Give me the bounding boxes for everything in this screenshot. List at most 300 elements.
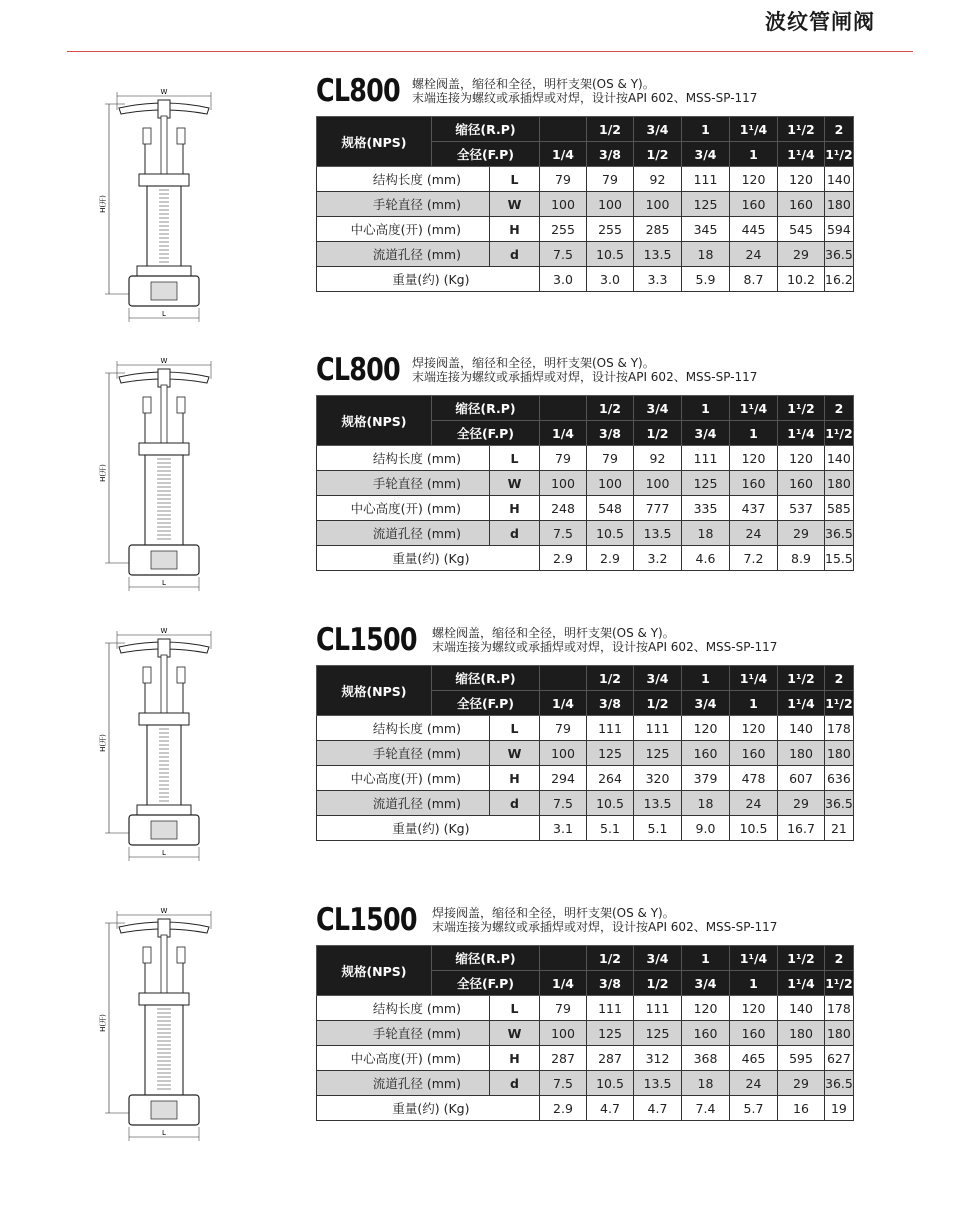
fp-size-cell: 1/4 xyxy=(540,971,587,996)
row-label: 手轮直径 (mm) xyxy=(317,471,490,496)
table-cell: 160 xyxy=(730,192,778,217)
table-cell: 345 xyxy=(682,217,730,242)
rp-size-cell: 3/4 xyxy=(634,396,682,421)
spec-table xyxy=(316,395,854,571)
table-cell: 92 xyxy=(634,167,682,192)
table-row xyxy=(317,766,854,791)
table-cell: 13.5 xyxy=(634,1071,682,1096)
table-cell: 478 xyxy=(730,766,778,791)
table-cell: 100 xyxy=(634,192,682,217)
dimension-l-label: L xyxy=(162,579,166,587)
table-cell: 100 xyxy=(587,192,634,217)
row-symbol: d xyxy=(490,242,540,267)
rp-label: 缩径(R.P) xyxy=(432,666,540,691)
fp-size-cell: 3/8 xyxy=(587,691,634,716)
table-cell: 255 xyxy=(540,217,587,242)
table-cell: 160 xyxy=(778,471,825,496)
dimension-h-label: H(开) xyxy=(99,464,107,482)
fp-size-cell: 1¹/4 xyxy=(778,691,825,716)
table-cell: 111 xyxy=(682,167,730,192)
table-cell: 180 xyxy=(825,471,854,496)
row-symbol: L xyxy=(490,446,540,471)
table-cell: 607 xyxy=(778,766,825,791)
model-title: CL1500 xyxy=(316,902,417,938)
table-cell: 16 xyxy=(778,1096,825,1121)
row-symbol: L xyxy=(490,716,540,741)
table-cell: 120 xyxy=(682,996,730,1021)
model-title: CL1500 xyxy=(316,622,417,658)
table-cell: 125 xyxy=(682,471,730,496)
size-header-rp xyxy=(317,396,854,421)
table-cell: 335 xyxy=(682,496,730,521)
table-cell: 178 xyxy=(825,716,854,741)
table-cell: 636 xyxy=(825,766,854,791)
table-cell: 7.5 xyxy=(540,521,587,546)
table-cell: 140 xyxy=(778,716,825,741)
rp-size-cell: 1 xyxy=(682,946,730,971)
description-line-1: 螺栓阀盖，缩径和全径，明杆支架(OS & Y)。 xyxy=(432,626,675,640)
table-cell: 140 xyxy=(825,167,854,192)
table-cell: 7.4 xyxy=(682,1096,730,1121)
rp-size-cell: 1¹/2 xyxy=(778,666,825,691)
rp-size-cell: 1/2 xyxy=(587,946,634,971)
table-cell: 24 xyxy=(730,1071,778,1096)
fp-label: 全径(F.P) xyxy=(432,421,540,446)
rp-size-cell: 2 xyxy=(825,666,854,691)
dimension-h-label: H(开) xyxy=(99,195,107,213)
table-cell: 10.5 xyxy=(587,1071,634,1096)
description-line-1: 焊接阀盖，缩径和全径，明杆支架(OS & Y)。 xyxy=(412,356,655,370)
table-cell: 29 xyxy=(778,1071,825,1096)
table-cell: 264 xyxy=(587,766,634,791)
row-label: 流道孔径 (mm) xyxy=(317,791,490,816)
table-row xyxy=(317,242,854,267)
row-symbol: L xyxy=(490,167,540,192)
table-cell: 7.5 xyxy=(540,242,587,267)
table-cell: 8.9 xyxy=(778,546,825,571)
rp-size-cell: 2 xyxy=(825,946,854,971)
table-cell: 2.9 xyxy=(540,546,587,571)
table-cell: 120 xyxy=(730,716,778,741)
table-cell: 36.5 xyxy=(825,791,854,816)
fp-size-cell: 1/2 xyxy=(634,142,682,167)
table-cell: 79 xyxy=(540,167,587,192)
valve-drawing-box xyxy=(95,355,225,595)
table-cell: 10.5 xyxy=(587,242,634,267)
nps-header: 规格(NPS) xyxy=(317,396,432,446)
table-cell: 545 xyxy=(778,217,825,242)
table-cell: 4.7 xyxy=(634,1096,682,1121)
row-symbol: W xyxy=(490,192,540,217)
rp-size-cell: 1¹/4 xyxy=(730,117,778,142)
fp-size-cell: 1¹/2 xyxy=(825,142,854,167)
table-cell: 180 xyxy=(825,1021,854,1046)
fp-size-cell: 1/4 xyxy=(540,421,587,446)
valve-drawing xyxy=(95,86,225,326)
table-row xyxy=(317,716,854,741)
table-row xyxy=(317,471,854,496)
fp-label: 全径(F.P) xyxy=(432,971,540,996)
weight-label: 重量(约) (Kg) xyxy=(317,267,490,292)
table-cell: 287 xyxy=(587,1046,634,1071)
table-cell: 594 xyxy=(825,217,854,242)
table-cell: 178 xyxy=(825,996,854,1021)
fp-size-cell: 1¹/4 xyxy=(778,142,825,167)
table-row xyxy=(317,192,854,217)
table-cell: 537 xyxy=(778,496,825,521)
dimension-w-label: W xyxy=(160,357,168,365)
rp-size-cell: 2 xyxy=(825,117,854,142)
table-cell: 10.5 xyxy=(730,816,778,841)
table-cell: 92 xyxy=(634,446,682,471)
fp-size-cell: 1/2 xyxy=(634,691,682,716)
description-line-2: 末端连接为螺纹或承插焊或对焊，设计按API 602、MSS-SP-117 xyxy=(412,370,758,384)
row-label: 结构长度 (mm) xyxy=(317,167,490,192)
table-cell: 36.5 xyxy=(825,242,854,267)
rp-size-cell: 2 xyxy=(825,396,854,421)
rp-size-cell: 1 xyxy=(682,117,730,142)
table-cell: 120 xyxy=(778,167,825,192)
spec-table xyxy=(316,665,854,841)
row-label: 结构长度 (mm) xyxy=(317,996,490,1021)
table-row xyxy=(317,167,854,192)
row-symbol: H xyxy=(490,217,540,242)
table-cell: 160 xyxy=(682,1021,730,1046)
fp-size-cell: 1 xyxy=(730,971,778,996)
table-row xyxy=(317,1021,854,1046)
row-label: 结构长度 (mm) xyxy=(317,446,490,471)
table-cell: 24 xyxy=(730,521,778,546)
weight-row xyxy=(317,1096,854,1121)
table-cell: 29 xyxy=(778,242,825,267)
fp-size-cell: 1 xyxy=(730,142,778,167)
fp-size-cell: 3/4 xyxy=(682,971,730,996)
table-row xyxy=(317,217,854,242)
description-line-2: 末端连接为螺纹或承插焊或对焊，设计按API 602、MSS-SP-117 xyxy=(412,91,758,105)
table-cell: 18 xyxy=(682,521,730,546)
table-cell: 3.3 xyxy=(634,267,682,292)
weight-spacer xyxy=(490,1096,540,1121)
table-cell: 111 xyxy=(634,716,682,741)
fp-size-cell: 1/4 xyxy=(540,142,587,167)
table-cell: 160 xyxy=(730,471,778,496)
table-cell: 13.5 xyxy=(634,521,682,546)
table-cell: 13.5 xyxy=(634,791,682,816)
table-cell: 16.7 xyxy=(778,816,825,841)
row-symbol: L xyxy=(490,996,540,1021)
fp-size-cell: 1 xyxy=(730,691,778,716)
table-row xyxy=(317,496,854,521)
rp-size-cell: 3/4 xyxy=(634,117,682,142)
row-label: 手轮直径 (mm) xyxy=(317,741,490,766)
rp-size-cell: 1/2 xyxy=(587,396,634,421)
weight-row xyxy=(317,816,854,841)
table-cell: 3.1 xyxy=(540,816,587,841)
table-cell: 2.9 xyxy=(587,546,634,571)
table-cell: 160 xyxy=(682,741,730,766)
weight-label: 重量(约) (Kg) xyxy=(317,1096,490,1121)
spec-table xyxy=(316,116,854,292)
model-title: CL800 xyxy=(316,352,400,388)
table-cell: 125 xyxy=(634,741,682,766)
table-row xyxy=(317,1046,854,1071)
description-line-1: 焊接阀盖，缩径和全径，明杆支架(OS & Y)。 xyxy=(432,906,675,920)
valve-drawing-box xyxy=(95,905,225,1145)
table-cell: 287 xyxy=(540,1046,587,1071)
table-cell: 79 xyxy=(540,446,587,471)
nps-header: 规格(NPS) xyxy=(317,946,432,996)
rp-label: 缩径(R.P) xyxy=(432,946,540,971)
row-symbol: H xyxy=(490,496,540,521)
table-row xyxy=(317,996,854,1021)
table-cell: 5.1 xyxy=(587,816,634,841)
valve-drawing xyxy=(95,905,225,1145)
rp-size-cell: 3/4 xyxy=(634,946,682,971)
table-cell: 180 xyxy=(778,1021,825,1046)
table-cell: 285 xyxy=(634,217,682,242)
weight-spacer xyxy=(490,816,540,841)
table-cell: 18 xyxy=(682,1071,730,1096)
nps-header: 规格(NPS) xyxy=(317,117,432,167)
fp-size-cell: 1¹/4 xyxy=(778,421,825,446)
table-cell: 120 xyxy=(778,446,825,471)
table-cell: 7.2 xyxy=(730,546,778,571)
table-cell: 36.5 xyxy=(825,521,854,546)
rp-size-cell: 1¹/4 xyxy=(730,946,778,971)
table-cell: 368 xyxy=(682,1046,730,1071)
table-cell: 465 xyxy=(730,1046,778,1071)
rp-size-cell xyxy=(540,117,587,142)
fp-size-cell: 1/4 xyxy=(540,691,587,716)
weight-row xyxy=(317,546,854,571)
table-cell: 595 xyxy=(778,1046,825,1071)
table-cell: 13.5 xyxy=(634,242,682,267)
row-label: 手轮直径 (mm) xyxy=(317,1021,490,1046)
table-cell: 180 xyxy=(778,741,825,766)
weight-spacer xyxy=(490,267,540,292)
spec-table xyxy=(316,945,854,1121)
valve-drawing xyxy=(95,355,225,595)
dimension-h-label: H(开) xyxy=(99,1014,107,1032)
row-label: 手轮直径 (mm) xyxy=(317,192,490,217)
table-cell: 79 xyxy=(587,446,634,471)
row-symbol: W xyxy=(490,471,540,496)
table-cell: 100 xyxy=(634,471,682,496)
table-cell: 125 xyxy=(682,192,730,217)
row-symbol: H xyxy=(490,1046,540,1071)
rp-size-cell: 3/4 xyxy=(634,666,682,691)
row-label: 中心高度(开) (mm) xyxy=(317,766,490,791)
table-cell: 111 xyxy=(587,996,634,1021)
table-cell: 180 xyxy=(825,741,854,766)
table-cell: 79 xyxy=(540,996,587,1021)
row-symbol: W xyxy=(490,741,540,766)
rp-size-cell: 1¹/2 xyxy=(778,396,825,421)
fp-size-cell: 3/8 xyxy=(587,971,634,996)
table-cell: 10.5 xyxy=(587,791,634,816)
table-cell: 29 xyxy=(778,521,825,546)
fp-size-cell: 1¹/2 xyxy=(825,971,854,996)
table-cell: 160 xyxy=(778,192,825,217)
rp-size-cell xyxy=(540,666,587,691)
rp-label: 缩径(R.P) xyxy=(432,396,540,421)
weight-row xyxy=(317,267,854,292)
table-cell: 18 xyxy=(682,791,730,816)
table-cell: 100 xyxy=(540,471,587,496)
rp-size-cell: 1 xyxy=(682,396,730,421)
description-line-2: 末端连接为螺纹或承插焊或对焊，设计按API 602、MSS-SP-117 xyxy=(432,920,778,934)
table-cell: 294 xyxy=(540,766,587,791)
weight-label: 重量(约) (Kg) xyxy=(317,816,490,841)
table-cell: 160 xyxy=(730,741,778,766)
row-label: 中心高度(开) (mm) xyxy=(317,496,490,521)
size-header-rp xyxy=(317,946,854,971)
nps-header: 规格(NPS) xyxy=(317,666,432,716)
table-cell: 100 xyxy=(540,192,587,217)
table-row xyxy=(317,1071,854,1096)
dimension-l-label: L xyxy=(162,1129,166,1137)
table-cell: 29 xyxy=(778,791,825,816)
table-cell: 100 xyxy=(540,741,587,766)
dimension-h-label: H(开) xyxy=(99,734,107,752)
row-symbol: d xyxy=(490,791,540,816)
fp-size-cell: 3/8 xyxy=(587,142,634,167)
table-cell: 379 xyxy=(682,766,730,791)
table-cell: 312 xyxy=(634,1046,682,1071)
rp-label: 缩径(R.P) xyxy=(432,117,540,142)
header-rule xyxy=(67,51,913,52)
table-cell: 24 xyxy=(730,242,778,267)
dimension-w-label: W xyxy=(160,88,168,96)
rp-size-cell: 1¹/2 xyxy=(778,946,825,971)
table-cell: 180 xyxy=(825,192,854,217)
table-cell: 4.7 xyxy=(587,1096,634,1121)
table-cell: 627 xyxy=(825,1046,854,1071)
fp-label: 全径(F.P) xyxy=(432,691,540,716)
row-symbol: d xyxy=(490,1071,540,1096)
dimension-w-label: W xyxy=(160,627,168,635)
row-label: 中心高度(开) (mm) xyxy=(317,217,490,242)
table-cell: 111 xyxy=(587,716,634,741)
row-symbol: d xyxy=(490,521,540,546)
table-cell: 140 xyxy=(825,446,854,471)
table-cell: 15.5 xyxy=(825,546,854,571)
table-row xyxy=(317,521,854,546)
fp-size-cell: 1¹/2 xyxy=(825,691,854,716)
dimension-l-label: L xyxy=(162,310,166,318)
table-cell: 125 xyxy=(587,741,634,766)
description-line-2: 末端连接为螺纹或承插焊或对焊，设计按API 602、MSS-SP-117 xyxy=(432,640,778,654)
table-cell: 24 xyxy=(730,791,778,816)
table-cell: 5.1 xyxy=(634,816,682,841)
table-cell: 16.2 xyxy=(825,267,854,292)
table-cell: 111 xyxy=(634,996,682,1021)
table-cell: 160 xyxy=(730,1021,778,1046)
rp-size-cell xyxy=(540,396,587,421)
fp-size-cell: 1¹/4 xyxy=(778,971,825,996)
table-cell: 255 xyxy=(587,217,634,242)
weight-label: 重量(约) (Kg) xyxy=(317,546,490,571)
fp-size-cell: 3/8 xyxy=(587,421,634,446)
table-cell: 548 xyxy=(587,496,634,521)
table-cell: 4.6 xyxy=(682,546,730,571)
valve-drawing xyxy=(95,625,225,865)
fp-size-cell: 3/4 xyxy=(682,142,730,167)
table-row xyxy=(317,446,854,471)
table-cell: 9.0 xyxy=(682,816,730,841)
row-label: 中心高度(开) (mm) xyxy=(317,1046,490,1071)
table-cell: 248 xyxy=(540,496,587,521)
table-cell: 3.0 xyxy=(587,267,634,292)
table-cell: 7.5 xyxy=(540,791,587,816)
size-header-rp xyxy=(317,117,854,142)
table-cell: 10.2 xyxy=(778,267,825,292)
table-cell: 140 xyxy=(778,996,825,1021)
table-cell: 100 xyxy=(540,1021,587,1046)
rp-size-cell: 1 xyxy=(682,666,730,691)
valve-drawing-box xyxy=(95,86,225,326)
table-cell: 120 xyxy=(730,996,778,1021)
table-row xyxy=(317,791,854,816)
dimension-w-label: W xyxy=(160,907,168,915)
table-cell: 100 xyxy=(587,471,634,496)
rp-size-cell xyxy=(540,946,587,971)
valve-drawing-box xyxy=(95,625,225,865)
table-cell: 79 xyxy=(587,167,634,192)
fp-size-cell: 1/2 xyxy=(634,421,682,446)
table-cell: 120 xyxy=(730,446,778,471)
rp-size-cell: 1¹/4 xyxy=(730,666,778,691)
table-cell: 21 xyxy=(825,816,854,841)
table-cell: 5.7 xyxy=(730,1096,778,1121)
description-line-1: 螺栓阀盖，缩径和全径，明杆支架(OS & Y)。 xyxy=(412,77,655,91)
dimension-l-label: L xyxy=(162,849,166,857)
table-cell: 19 xyxy=(825,1096,854,1121)
weight-spacer xyxy=(490,546,540,571)
table-cell: 125 xyxy=(587,1021,634,1046)
table-cell: 111 xyxy=(682,446,730,471)
table-cell: 120 xyxy=(730,167,778,192)
fp-size-cell: 3/4 xyxy=(682,691,730,716)
table-cell: 320 xyxy=(634,766,682,791)
table-cell: 585 xyxy=(825,496,854,521)
table-cell: 10.5 xyxy=(587,521,634,546)
model-title: CL800 xyxy=(316,73,400,109)
fp-size-cell: 1/2 xyxy=(634,971,682,996)
size-header-rp xyxy=(317,666,854,691)
row-symbol: H xyxy=(490,766,540,791)
rp-size-cell: 1¹/2 xyxy=(778,117,825,142)
table-cell: 5.9 xyxy=(682,267,730,292)
table-cell: 18 xyxy=(682,242,730,267)
row-symbol: W xyxy=(490,1021,540,1046)
row-label: 流道孔径 (mm) xyxy=(317,1071,490,1096)
table-cell: 36.5 xyxy=(825,1071,854,1096)
table-cell: 120 xyxy=(682,716,730,741)
table-cell: 3.2 xyxy=(634,546,682,571)
table-cell: 445 xyxy=(730,217,778,242)
table-cell: 8.7 xyxy=(730,267,778,292)
table-row xyxy=(317,741,854,766)
row-label: 结构长度 (mm) xyxy=(317,716,490,741)
row-label: 流道孔径 (mm) xyxy=(317,242,490,267)
table-cell: 7.5 xyxy=(540,1071,587,1096)
fp-size-cell: 1¹/2 xyxy=(825,421,854,446)
rp-size-cell: 1¹/4 xyxy=(730,396,778,421)
row-label: 流道孔径 (mm) xyxy=(317,521,490,546)
table-cell: 777 xyxy=(634,496,682,521)
table-cell: 2.9 xyxy=(540,1096,587,1121)
